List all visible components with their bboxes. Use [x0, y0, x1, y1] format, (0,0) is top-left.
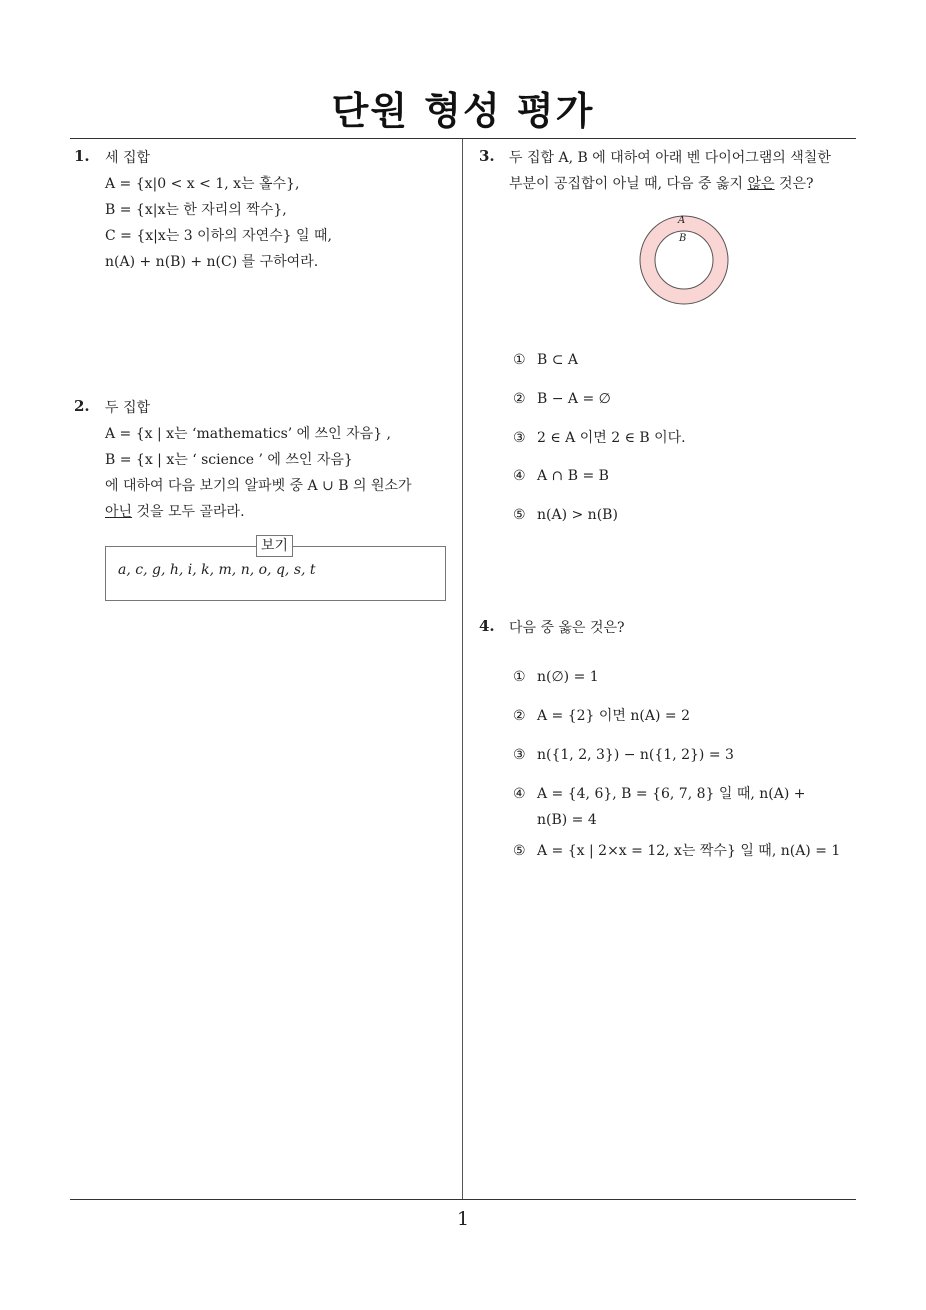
- choice-mark: ⑤: [513, 843, 526, 859]
- choice-item: [513, 703, 690, 729]
- problem-2-last-line: [105, 499, 412, 525]
- choice-text-continued: n(B) = 4: [537, 812, 597, 828]
- problem-1: [105, 145, 332, 275]
- underlined-word: 아닌: [105, 504, 133, 520]
- problem-1-line: A = {x|0 < x < 1, x는 홀수},: [105, 176, 300, 192]
- choice-item: [513, 425, 686, 451]
- problem-3-line-2-after: 것은?: [774, 176, 814, 192]
- bogi-label: 보기: [256, 535, 293, 557]
- choice-mark: ⑤: [513, 507, 526, 523]
- bottom-rule: [70, 1199, 856, 1200]
- problem-2-line: 에 대하여 다음 보기의 알파벳 중 A ∪ B 의 원소가: [105, 478, 412, 494]
- problem-3-line: 두 집합 A, B 에 대하여 아래 벤 다이어그램의 색칠한: [509, 150, 831, 166]
- problem-3: [509, 145, 831, 197]
- problem-2-line-rest: 것을 모두 골라라.: [132, 504, 245, 520]
- bogi-box: [105, 538, 446, 601]
- choice-item: [513, 664, 599, 690]
- choice-mark: ②: [513, 391, 526, 407]
- problem-1-line: n(A) + n(B) + n(C) 를 구하여라.: [105, 254, 319, 270]
- choice-text: n(A) > n(B): [537, 507, 618, 523]
- choice-mark: ②: [513, 708, 526, 724]
- problem-4-number: 4.: [479, 617, 495, 635]
- choice-mark: ③: [513, 747, 526, 763]
- problem-3-line-2-before: 부분이 공집합이 아닐 때, 다음 중 옳지: [509, 176, 748, 192]
- problem-2-line: B = {x | x는 ‘ science ’ 에 쓰인 자음}: [105, 452, 353, 468]
- choice-text: B ⊂ A: [537, 352, 579, 368]
- choice-item: [513, 742, 734, 768]
- problem-2: [105, 395, 412, 525]
- bogi-content: a, c, g, h, i, k, m, n, o, q, s, t: [118, 562, 316, 578]
- top-rule: [70, 138, 856, 139]
- choice-mark: ④: [513, 468, 526, 484]
- choice-mark: ④: [513, 786, 526, 802]
- choice-item: [513, 502, 618, 528]
- problem-4: [509, 615, 625, 641]
- choice-item: [513, 781, 806, 833]
- venn-diagram: [634, 210, 734, 310]
- set-b-label: B: [679, 233, 687, 244]
- page-number: 1: [456, 1208, 470, 1230]
- problem-2-line: 두 집합: [105, 400, 151, 416]
- column-divider: [462, 139, 463, 1199]
- choice-item: [513, 838, 840, 864]
- problem-1-line: C = {x|x는 3 이하의 자연수} 일 때,: [105, 228, 332, 244]
- choice-text: n(∅) = 1: [537, 669, 599, 685]
- problem-2-line: A = {x | x는 ‘mathematics’ 에 쓰인 자음} ,: [105, 426, 392, 442]
- problem-1-line: 세 집합: [105, 150, 151, 166]
- choice-text: 2 ∈ A 이면 2 ∈ B 이다.: [537, 430, 686, 446]
- choice-text: n({1, 2, 3}) − n({1, 2}) = 3: [537, 747, 734, 763]
- problem-2-number: 2.: [74, 397, 90, 415]
- problem-1-number: 1.: [74, 147, 90, 165]
- choice-text: A = {4, 6}, B = {6, 7, 8} 일 때, n(A) +: [537, 786, 806, 802]
- problem-3-number: 3.: [479, 147, 495, 165]
- choice-text: A = {x | 2×x = 12, x는 짝수} 일 때, n(A) = 1: [537, 843, 841, 859]
- page-title: 단원 형성 평가: [331, 89, 595, 133]
- choice-text: A ∩ B = B: [537, 468, 609, 484]
- choice-item: [513, 463, 609, 489]
- underlined-word: 않은: [747, 176, 775, 192]
- problem-1-line: B = {x|x는 한 자리의 짝수},: [105, 202, 287, 218]
- choice-mark: ①: [513, 352, 526, 368]
- choice-text: B − A = ∅: [537, 391, 611, 407]
- choice-text: A = {2} 이면 n(A) = 2: [537, 708, 691, 724]
- problem-3-line-2: [509, 171, 831, 197]
- choice-item: [513, 347, 578, 373]
- choice-item: [513, 386, 611, 412]
- choice-mark: ③: [513, 430, 526, 446]
- choice-mark: ①: [513, 669, 526, 685]
- set-a-label: A: [678, 215, 686, 226]
- problem-4-line: 다음 중 옳은 것은?: [509, 620, 625, 636]
